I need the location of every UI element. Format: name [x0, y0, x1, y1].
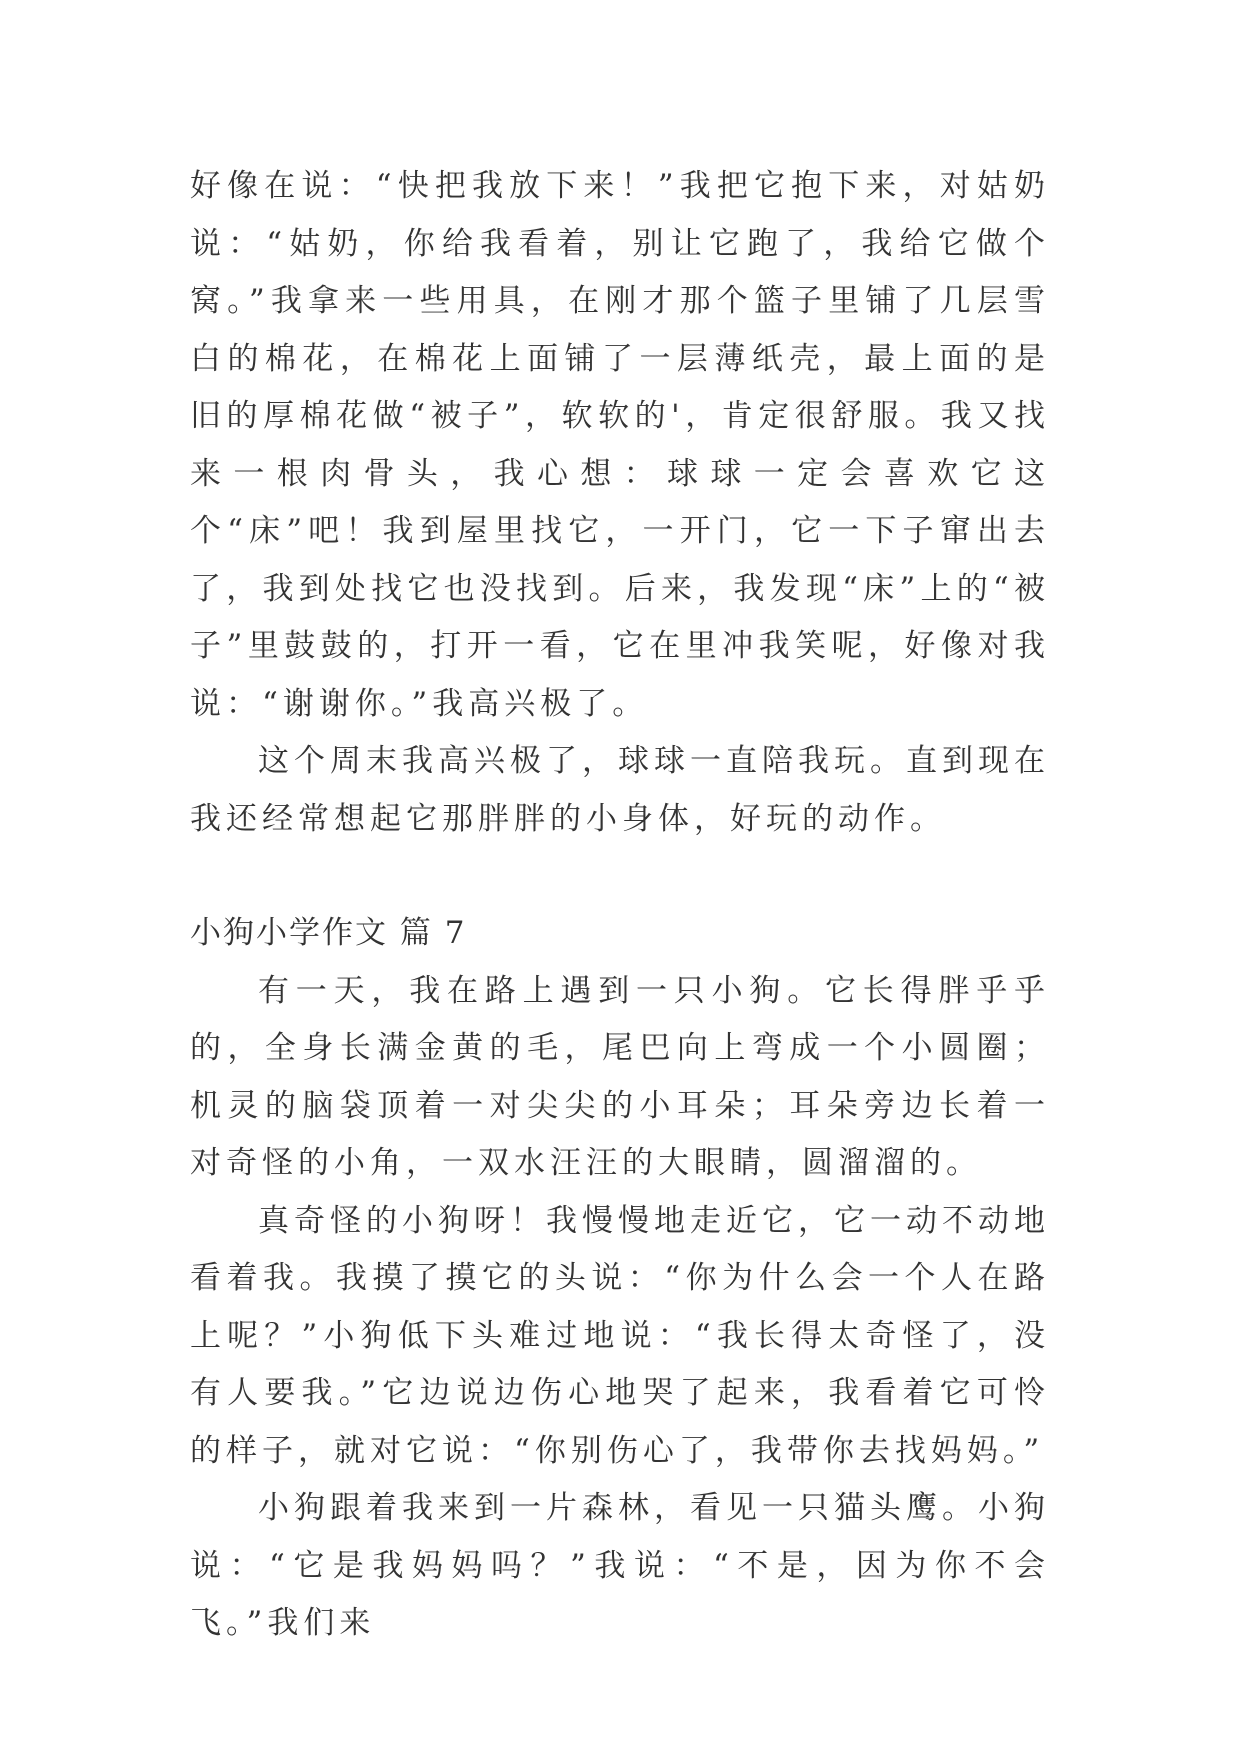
- paragraph-continuation: 好像在说：“快把我放下来！”我把它抱下来，对姑奶说：“姑奶，你给我看着，别让它跑了，我给它做个窝。”我拿来一些用具，在刚才那个篮子里铺了几层雪白的棉花，在棉花上面铺了一层薄纸壳，最上面的是旧的厚棉花做“被子”，软软的'，肯定很舒服。我又找来一根肉骨头，我心想：球球一定会喜欢它这个“床”吧！我到屋里找它，一开门，它一下子窜出去了，我到处找它也没找到。后来，我发现“床”上的“被子”里鼓鼓的，打开一看，它在里冲我笑呢，好像对我说：“谢谢你。”我高兴极了。: [190, 168, 1050, 722]
- paragraph-strange-dog: 真奇怪的小狗呀！我慢慢地走近它，它一动不动地看着我。我摸了摸它的头说：“你为什么会一个人在路上呢？”小狗低下头难过地说：“我长得太奇怪了，没有人要我。”它边说边伤心地哭了起来，我看着它可怜的样子，就对它说：“你别伤心了，我带你去找妈妈。”: [190, 1202, 1050, 1469]
- section-title: 小狗小学作文 篇 7: [190, 915, 467, 951]
- paragraph-weekend: 这个周末我高兴极了，球球一直陪我玩。直到现在我还经常想起它那胖胖的小身体，好玩的动作。: [190, 743, 1050, 837]
- paragraph-meeting-dog: 有一天，我在路上遇到一只小狗。它长得胖乎乎的，全身长满金黄的毛，尾巴向上弯成一个小圆圈；机灵的脑袋顶着一对尖尖的小耳朵；耳朵旁边长着一对奇怪的小角，一双水汪汪的大眼睛，圆溜溜的。: [190, 972, 1050, 1181]
- paragraph-forest: 小狗跟着我来到一片森林，看见一只猫头鹰。小狗说：“它是我妈妈吗？”我说：“不是，因为你不会飞。”我们来: [190, 1490, 1050, 1641]
- document-body: [190, 158, 1050, 1653]
